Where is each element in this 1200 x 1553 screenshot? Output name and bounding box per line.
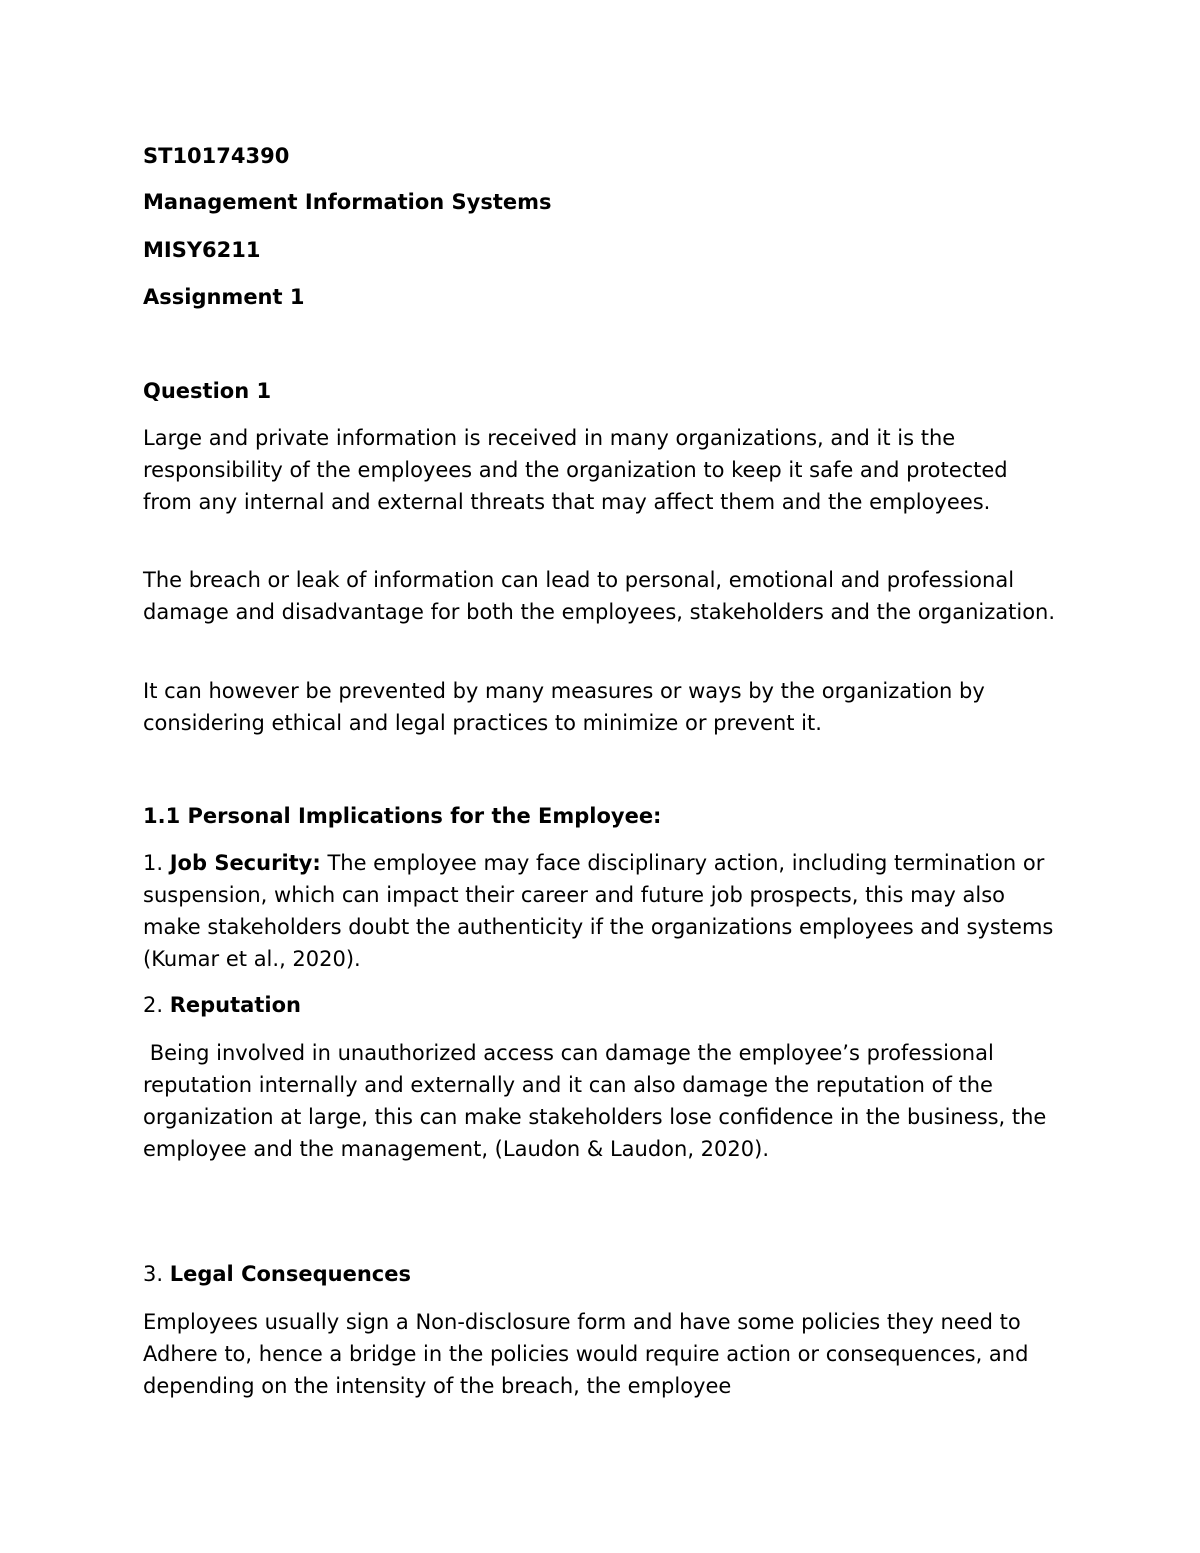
module-name: Management Information Systems — [143, 190, 552, 214]
list-item-reputation-text — [143, 1037, 1063, 1165]
list-item-legal-heading — [143, 1258, 1063, 1290]
item-number: 3. — [143, 1262, 164, 1286]
assignment-title: Assignment 1 — [143, 285, 305, 309]
question-title: Question 1 — [143, 379, 272, 403]
item-number: 1. — [143, 851, 164, 875]
question-paragraph-2: The breach or leak of information can lead to personal, emotional and professional damage and disadvantage for both the employees, stakeholders and the organization. — [143, 568, 1056, 624]
question-paragraph-1: Large and private information is received in many organizations, and it is the responsibility of the employees and the organization to keep it safe and protected from any internal and external threats that may affect them and the employees. — [143, 426, 1008, 514]
student-id: ST10174390 — [143, 144, 290, 168]
question-paragraph-3: It can however be prevented by many measures or ways by the organization by considering ethical and legal practices to minimize or prevent it. — [143, 679, 985, 735]
item-text: Being involved in unauthorized access can damage the employee’s professional reputation internally and externally and it can also damage the reputation of the organization at large, this can make stakeholders lose confidence in the business, the employee and the management, (Laudon & Laudon, 2020). — [143, 1041, 1047, 1161]
item-title: Job Security: — [169, 851, 321, 875]
list-item-reputation-heading — [143, 989, 1063, 1021]
list-item-legal-text: Employees usually sign a Non-disclosure form and have some policies they need to Adhere to, hence a bridge in the policies would require action or consequences, and depending on the intensity of the breach, the employee — [143, 1310, 1029, 1398]
section-heading: 1.1 Personal Implications for the Employee: — [143, 804, 662, 828]
list-item-job-security — [143, 847, 1063, 975]
item-title: Legal Consequences — [169, 1262, 411, 1286]
item-title: Reputation — [169, 993, 301, 1017]
module-code: MISY6211 — [143, 238, 261, 262]
item-number: 2. — [143, 993, 164, 1017]
item-text: The employee may face disciplinary action, including termination or suspension, which can impact their career and future job prospects, this may also make stakeholders doubt the authenticity if the organizations employees and systems (Kumar et al., 2020). — [143, 851, 1054, 971]
